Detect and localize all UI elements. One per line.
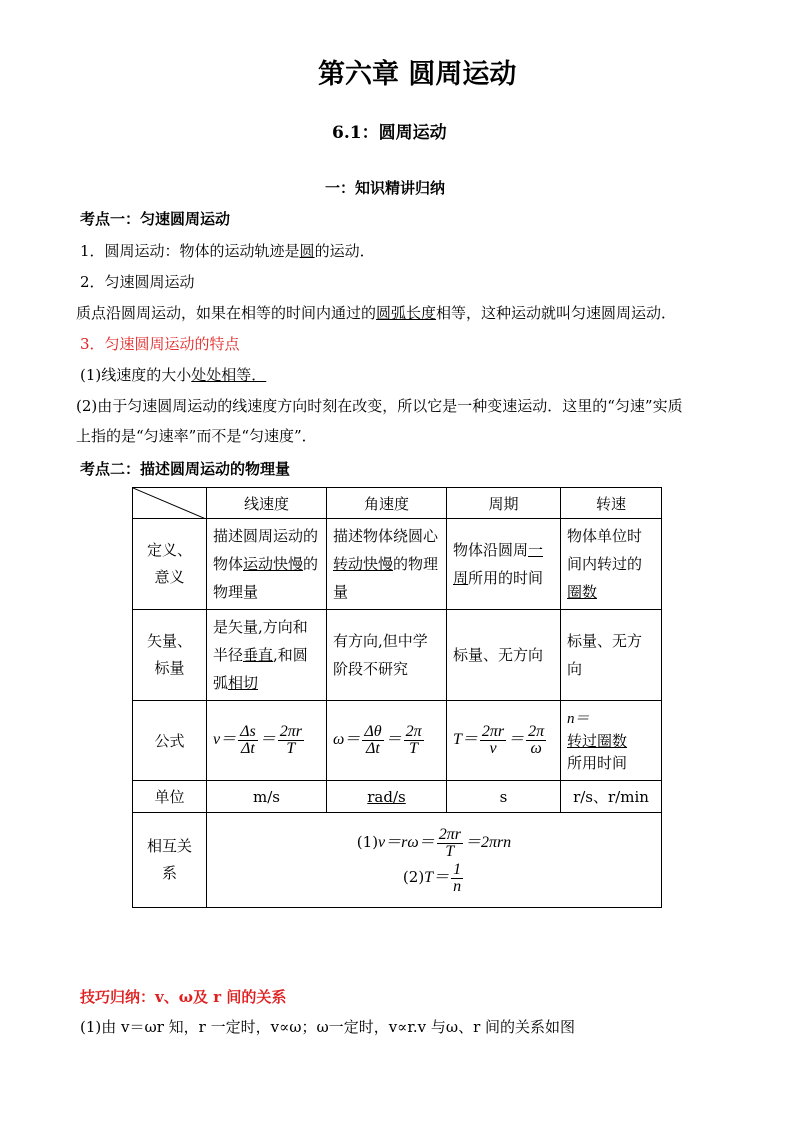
k1-feat2-line1: (2)由于匀速圆周运动的线速度方向时刻在改变，所以它是一种变速运动．这里的“匀速”实质 (76, 397, 683, 415)
cell-formula-linear: v＝ $\frac{\Delta s}{\Delta t}$ ＝ $\frac{2\pi r}{T}$ (207, 701, 327, 781)
tip-line1: (1)由 v＝ωr 知，r 一定时，v∝ω；ω一定时，v∝r.v 与ω、r 间的关系如图 (80, 1018, 576, 1036)
k2-heading: 考点二：描述圆周运动的物理量 (80, 460, 291, 478)
cell-unit-speed: r/s、r/min (561, 781, 662, 813)
k1-feat1 (80, 364, 266, 385)
k1-item3: 3．匀速圆周运动的特点 (80, 335, 240, 353)
header-rotation-speed: 转速 (561, 488, 662, 519)
relation-eq2: (2)T＝ $\frac{1}{n}$ (402, 860, 462, 895)
k1-item2-desc-suffix: 相等，这种运动就叫匀速圆周运动． (436, 304, 677, 322)
diagonal-line (133, 488, 206, 519)
k1-item2-desc (76, 302, 676, 323)
cell-def-linear: 描述圆周运动的物体运动快慢的物理量 (207, 519, 327, 610)
row-label-unit: 单位 (133, 781, 207, 813)
cell-vec-linear: 是矢量,方向和半径垂直,和圆弧相切 (207, 610, 327, 701)
k1-item1-prefix: 1．圆周运动：物体的运动轨迹是 (80, 242, 300, 260)
k1-feat2-line2: 上指的是“匀速率”而不是“匀速度”． (76, 427, 317, 445)
row-label-definition: 定义、意义 (133, 519, 207, 610)
section-title: 6.1：圆周运动 (332, 123, 447, 143)
header-linear-velocity: 线速度 (207, 488, 327, 519)
k1-feat1-underline: 处处相等． (191, 366, 267, 384)
cell-def-speed: 物体单位时间内转过的圈数 (561, 519, 662, 610)
k1-item1-suffix: 的运动． (314, 242, 375, 260)
k1-item2-desc-underline: 圆弧长度 (376, 304, 437, 322)
header-period: 周期 (447, 488, 561, 519)
k1-item1 (80, 240, 375, 261)
row-label-relation: 相互关系 (133, 813, 207, 908)
relation-eq1: (1)v＝rω＝ $\frac{2\pi r}{T}$ ＝2πrn (356, 825, 512, 860)
quantities-table (132, 487, 662, 908)
cell-unit-period: s (447, 781, 561, 813)
cell-vec-angular: 有方向,但中学阶段不研究 (327, 610, 447, 701)
k1-feat1-prefix: (1)线速度的大小 (80, 366, 192, 384)
row-label-formula: 公式 (133, 701, 207, 781)
cell-unit-linear: m/s (207, 781, 327, 813)
cell-vec-period: 标量、无方向 (447, 610, 561, 701)
table-corner-cell (133, 488, 207, 519)
tip-heading: 技巧归纳：v、ω及 r 间的关系 (80, 988, 287, 1006)
k1-heading: 考点一：匀速圆周运动 (80, 210, 231, 228)
cell-formula-speed: n＝ 转过圈数 所用时间 (561, 701, 662, 781)
part-title: 一：知识精讲归纳 (325, 179, 446, 197)
header-angular-velocity: 角速度 (327, 488, 447, 519)
cell-def-angular: 描述物体绕圆心转动快慢的物理量 (327, 519, 447, 610)
chapter-title: 第六章 圆周运动 (318, 59, 517, 90)
k1-item2: 2．匀速圆周运动 (80, 273, 195, 291)
cell-relations (207, 813, 662, 908)
cell-formula-angular: ω＝ $\frac{\Delta\theta}{\Delta t}$ ＝ $\frac{2\pi}{T}$ (327, 701, 447, 781)
cell-unit-angular: rad/s (327, 781, 447, 813)
cell-def-period: 物体沿圆周一周所用的时间 (447, 519, 561, 610)
cell-formula-period: T＝ $\frac{2\pi r}{v}$ ＝ $\frac{2\pi}{\omega}$ (447, 701, 561, 781)
row-label-vector: 矢量、标量 (133, 610, 207, 701)
k1-item1-underline: 圆 (299, 242, 315, 260)
cell-vec-speed: 标量、无方向 (561, 610, 662, 701)
k1-item2-desc-prefix: 质点沿圆周运动，如果在相等的时间内通过的 (76, 304, 377, 322)
